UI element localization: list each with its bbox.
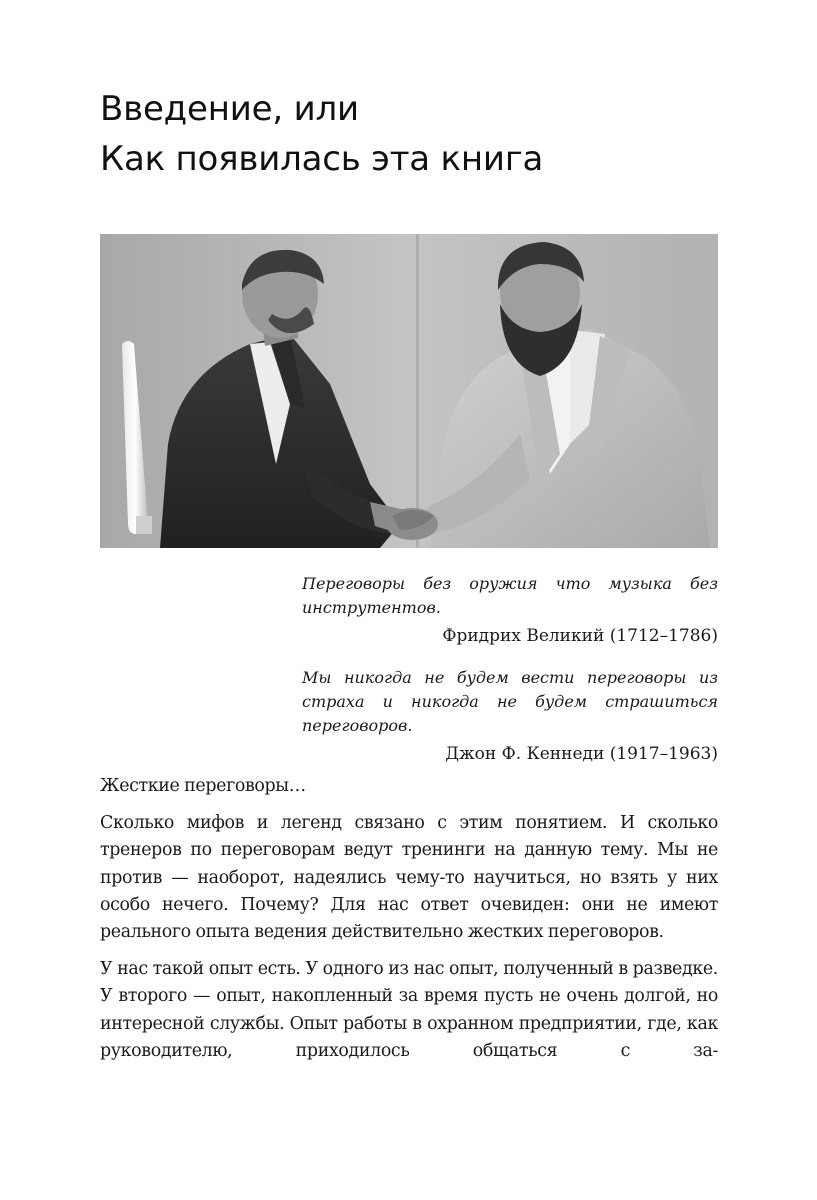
epigraph-quote: Переговоры без оружия что музыка без инструmентов. xyxy=(302,574,718,617)
body-paragraph: Сколько мифов и легенд связано с этим понятием. И сколько тренеров по переговорам ведут тренинги на данную тему. Мы не против — наоборот, надеялись чему-то научиться, но взять у них особо нечего. Почему? Для нас ответ очевиден: они не имеют реального опыта ведения действительно жестких переговоров. xyxy=(100,813,718,943)
epigraph-quote: Мы никогда не будем вести переговоры из страха и никогда не будем страшиться переговоров. xyxy=(302,668,718,735)
chapter-title-line-2: Как появилась эта книга xyxy=(100,139,544,179)
body-paragraph: Жесткие переговоры… xyxy=(100,776,306,796)
epigraph-author: Джон Ф. Кеннеди (1917–1963) xyxy=(445,744,718,764)
body-text xyxy=(100,773,718,1075)
epigraphs xyxy=(302,572,718,784)
epigraph-author: Фридрих Великий (1712–1786) xyxy=(442,626,718,646)
book-page xyxy=(100,0,718,1200)
chapter-title-line-1: Введение, или xyxy=(100,89,359,129)
epigraph xyxy=(302,666,718,766)
body-paragraph: У нас такой опыт есть. У одного из нас опыт, полученный в разведке. У второго — опыт, накопленный за время пусть не очень долгой, но интересной службы. Опыт работы в охранном предприятии, где, как руководителю, приходилось общаться с за- xyxy=(100,959,718,1061)
epigraph xyxy=(302,572,718,648)
handshake-photo-illustration xyxy=(100,234,718,548)
handshake-photo xyxy=(100,234,718,548)
chapter-title xyxy=(100,84,718,184)
